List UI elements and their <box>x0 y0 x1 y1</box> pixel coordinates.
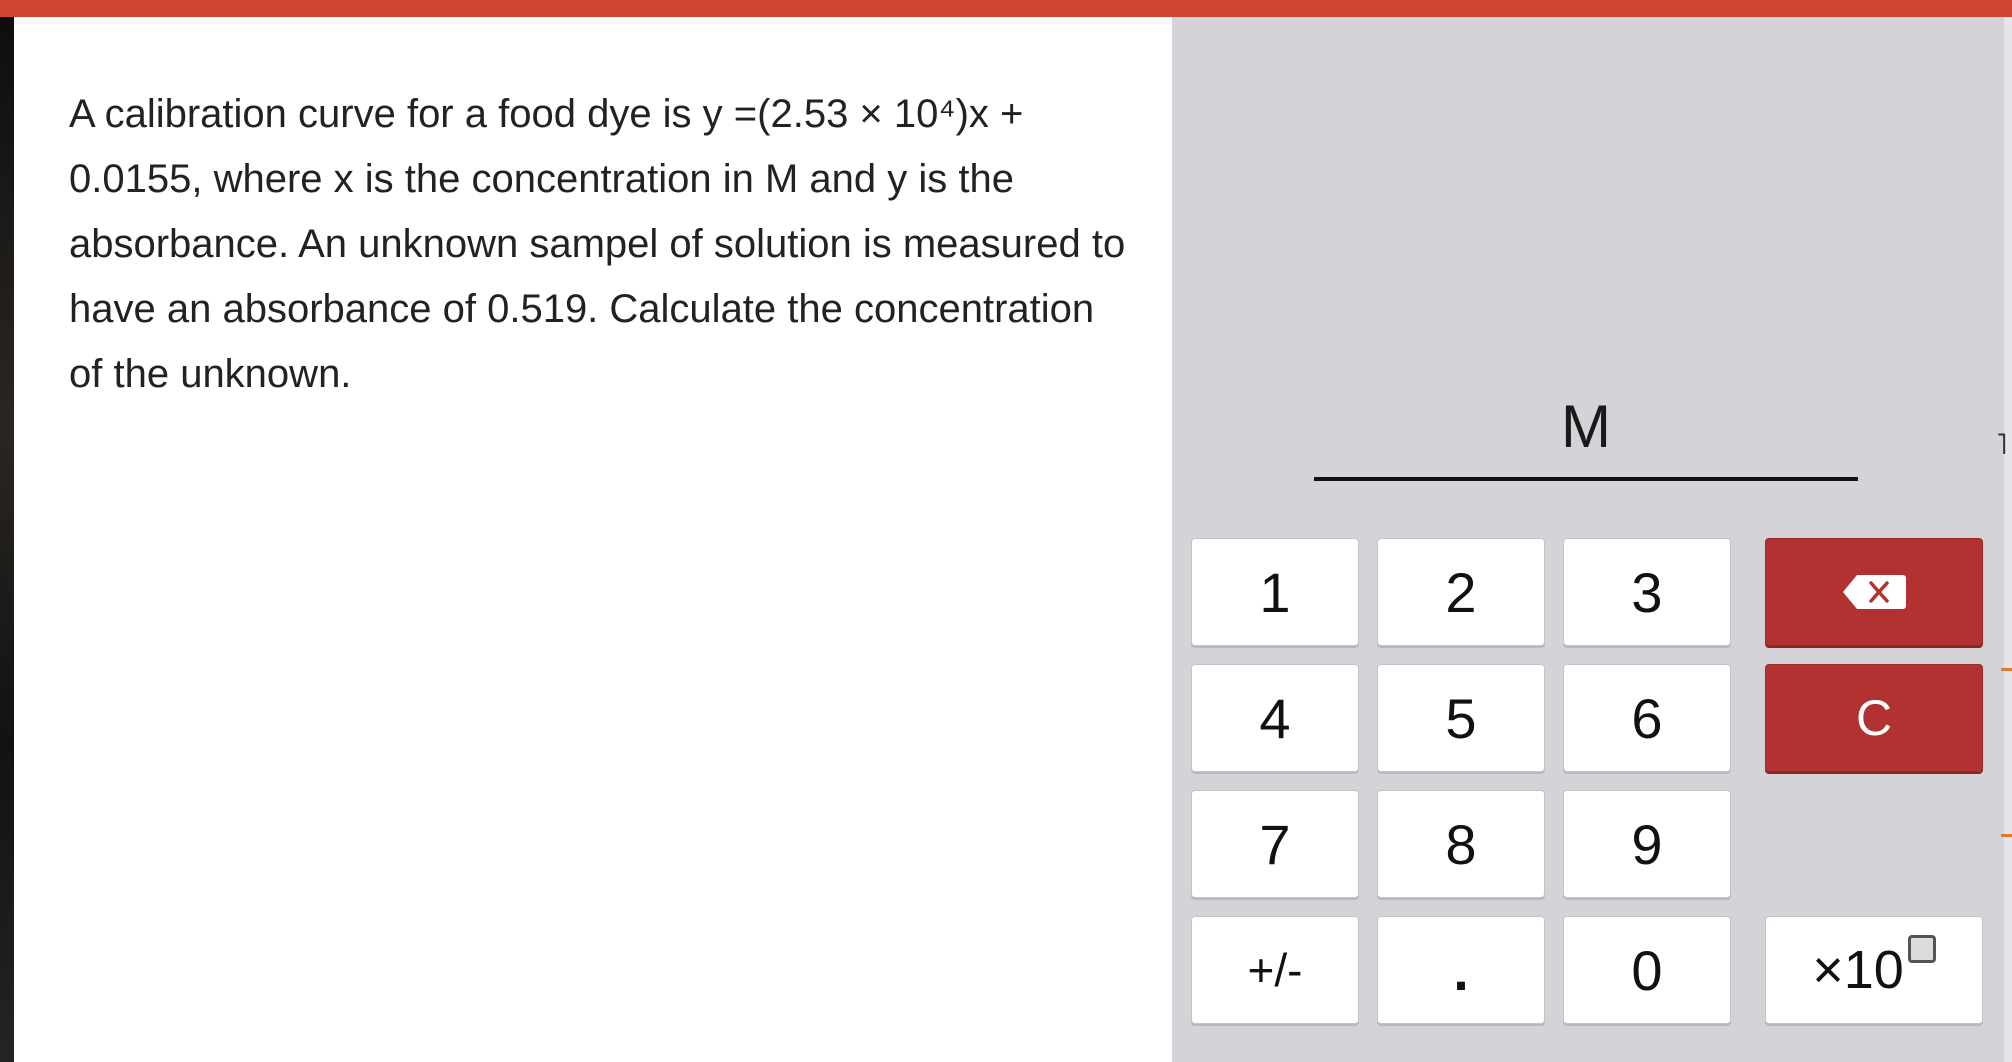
key-4[interactable]: 4 <box>1191 664 1359 772</box>
plus-minus-button[interactable]: +/- <box>1191 916 1359 1024</box>
right-edge-strip <box>2004 17 2012 1062</box>
clear-button[interactable]: C <box>1765 664 1983 772</box>
times-ten-exponent-button[interactable] <box>1765 916 1983 1024</box>
key-2[interactable]: 2 <box>1377 538 1545 646</box>
answer-input-line[interactable] <box>1314 477 1858 481</box>
right-edge-glyph: ˥ <box>1996 428 2008 461</box>
top-accent-bar <box>0 0 2012 17</box>
backspace-button[interactable] <box>1765 538 1983 646</box>
key-6[interactable]: 6 <box>1563 664 1731 772</box>
question-text: A calibration curve for a food dye is y =(2.53 × 10⁴)x + 0.0155, where x is the concentration in M and y is the absorbance. An unknown sampel of solution is measured to have an absorbance of 0.519. Calculate the concentration of the unknown. <box>69 92 1126 396</box>
key-9[interactable]: 9 <box>1563 790 1731 898</box>
background-edge <box>0 0 14 1062</box>
key-8[interactable]: 8 <box>1377 790 1545 898</box>
answer-unit-label: M <box>1561 393 1611 460</box>
key-1[interactable]: 1 <box>1191 538 1359 646</box>
exponent-label: ×10 <box>1812 940 1904 1000</box>
exponent-box-icon <box>1908 935 1936 963</box>
key-0[interactable]: 0 <box>1563 916 1731 1024</box>
right-edge-marker <box>2001 668 2012 671</box>
decimal-point-button[interactable]: . <box>1377 916 1545 1024</box>
right-edge-marker <box>2001 834 2012 837</box>
exponent-wrap <box>1812 939 1936 1001</box>
key-7[interactable]: 7 <box>1191 790 1359 898</box>
key-3[interactable]: 3 <box>1563 538 1731 646</box>
backspace-icon <box>1841 573 1907 611</box>
key-5[interactable]: 5 <box>1377 664 1545 772</box>
question-panel <box>14 17 1172 1062</box>
